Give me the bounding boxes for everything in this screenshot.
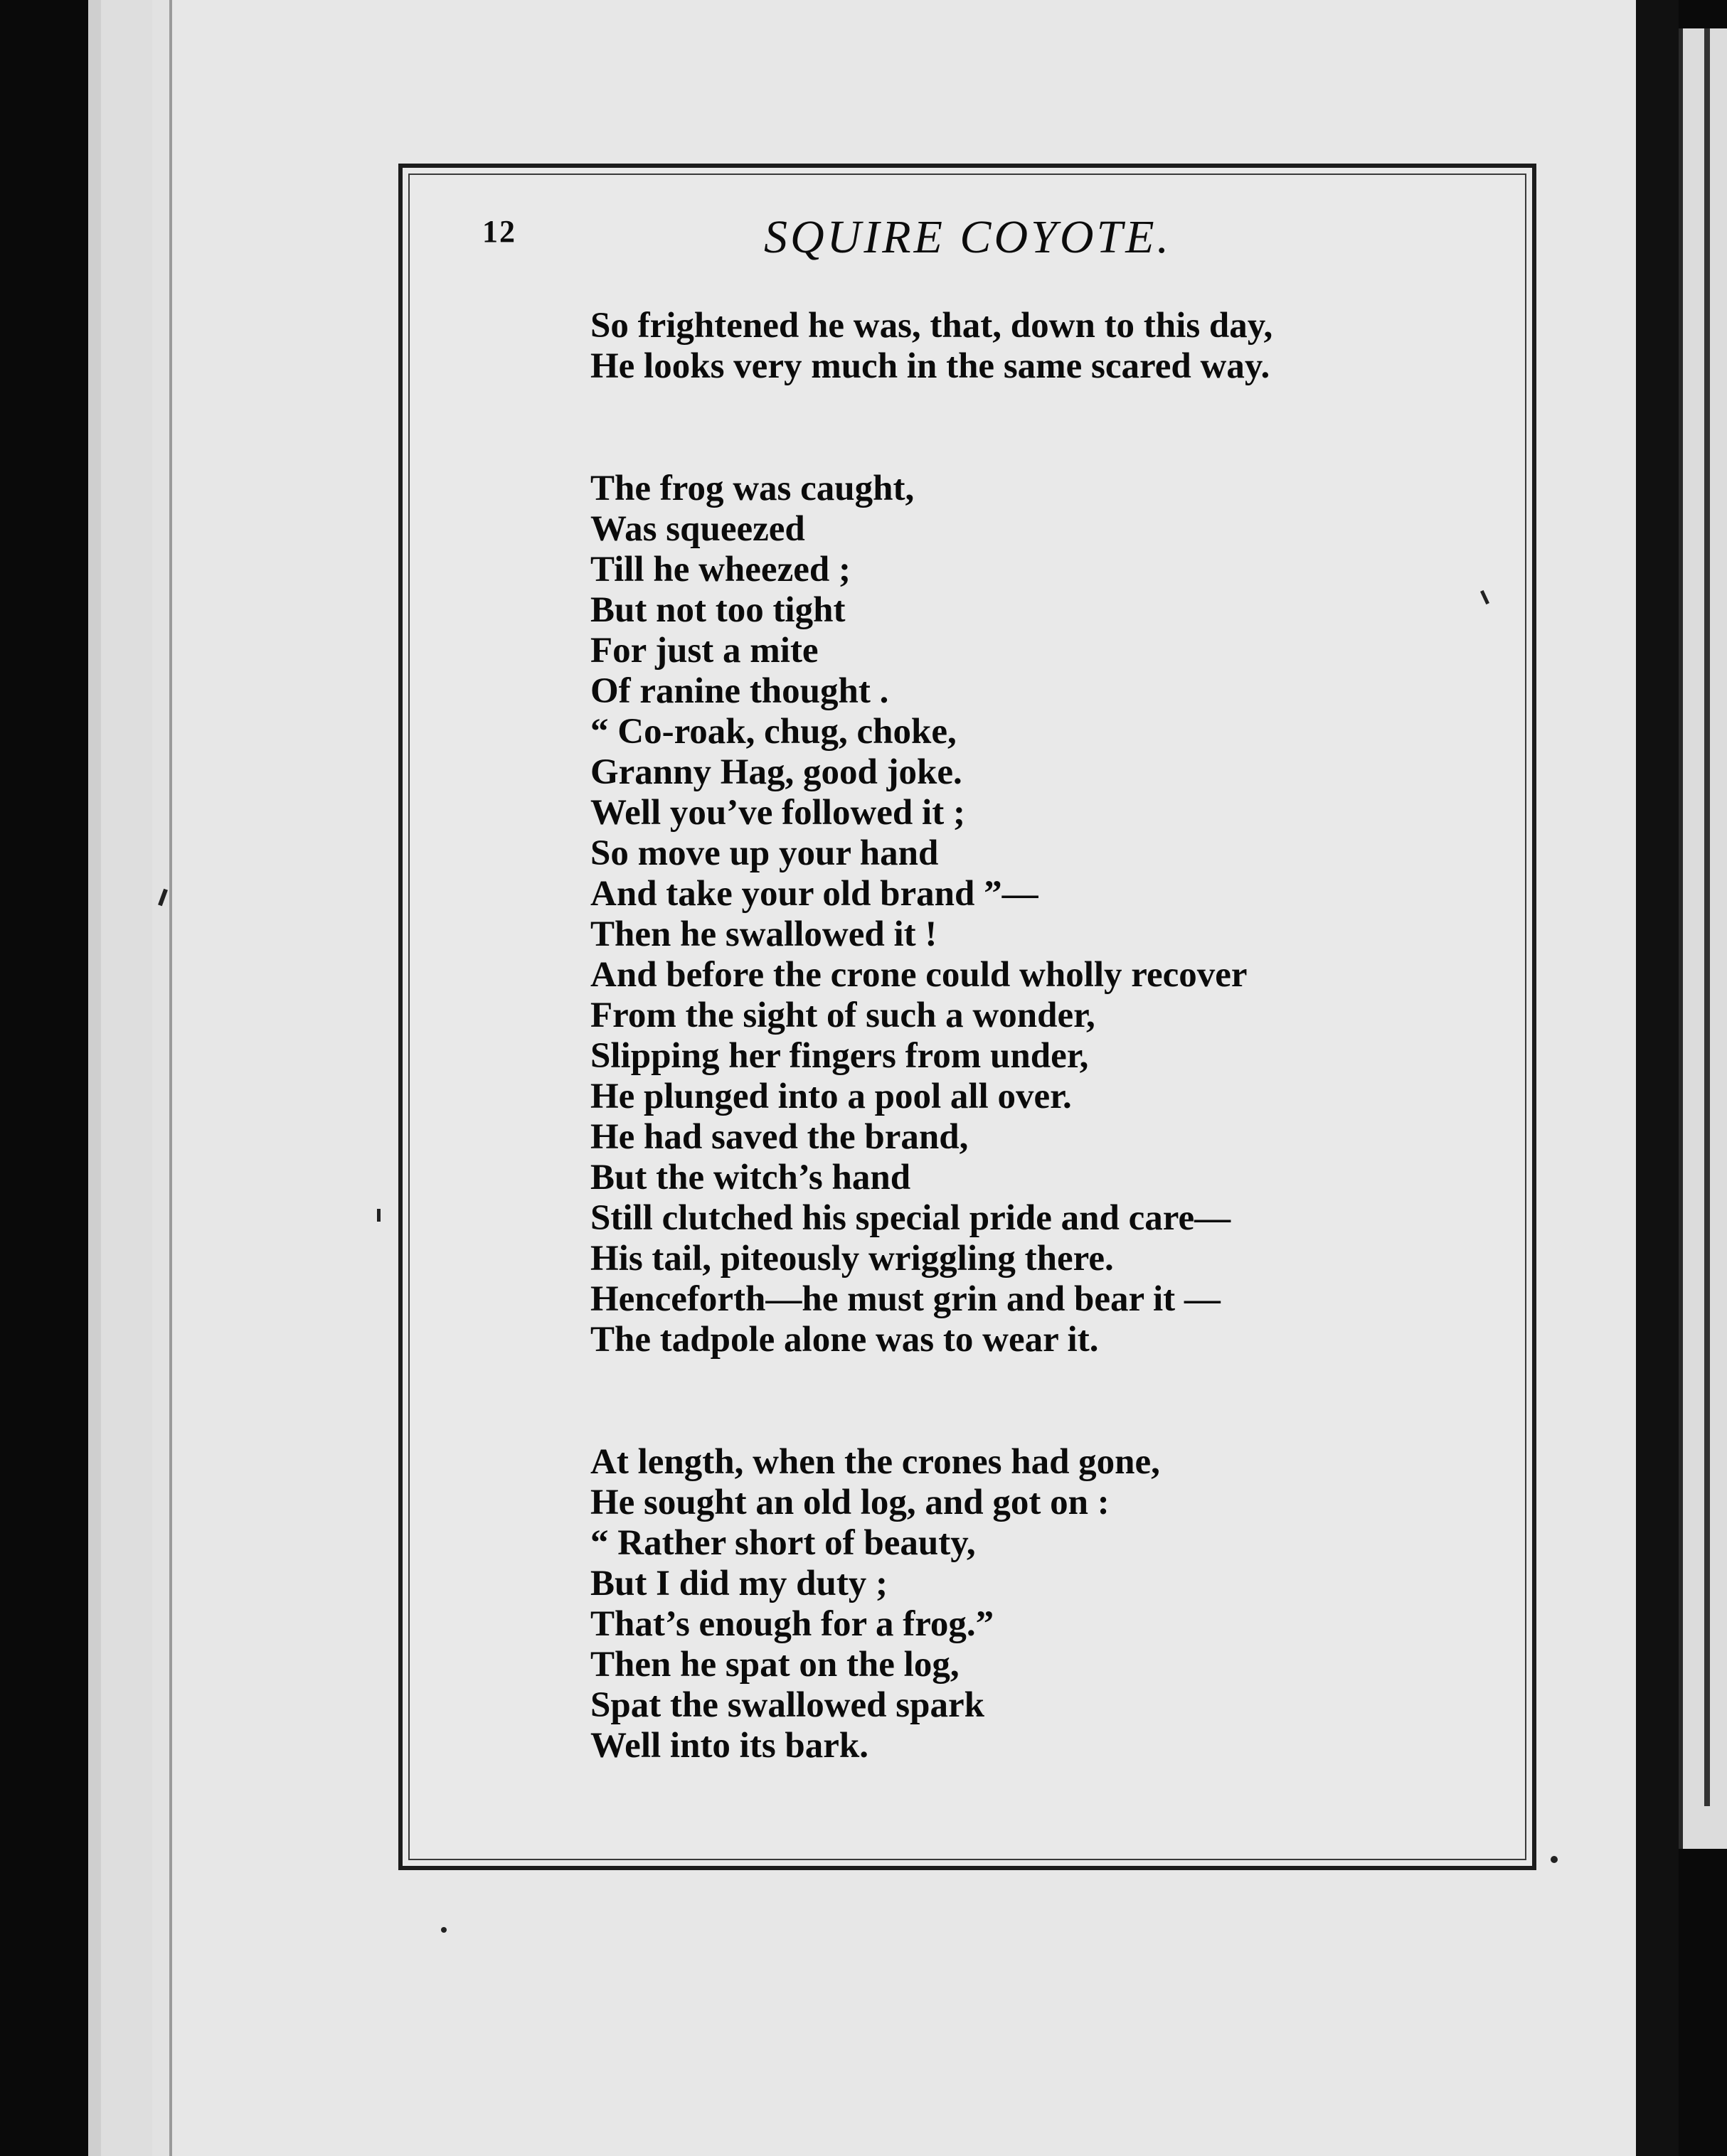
poem-line: And before the crone could wholly recover (590, 955, 1248, 995)
poem-line: Well into its bark. (590, 1726, 869, 1766)
page-gutter (1636, 0, 1679, 2156)
poem-line: He plunged into a pool all over. (590, 1077, 1072, 1116)
poem-line: He sought an old log, and got on : (590, 1483, 1110, 1522)
stanza (590, 306, 1472, 387)
scan-speck (377, 1209, 381, 1222)
poem-line: “ Co-roak, chug, choke, (590, 712, 957, 752)
poem-line: Slipping her fingers from under, (590, 1036, 1089, 1076)
poem-line: Till he wheezed ; (590, 550, 851, 589)
poem-text (590, 306, 1472, 1766)
page-number: 12 (482, 214, 516, 249)
poem-line: “ Rather short of beauty, (590, 1523, 976, 1563)
poem-line: He looks very much in the same scared way. (590, 346, 1270, 386)
poem-line: That’s enough for a frog.” (590, 1604, 994, 1644)
poem-line: But not too tight (590, 590, 846, 630)
poem-line: Granny Hag, good joke. (590, 752, 962, 792)
poem-line: The tadpole alone was to wear it. (590, 1320, 1099, 1360)
poem-line: So frightened he was, that, down to this day, (590, 306, 1273, 346)
poem-line: So move up your hand (590, 833, 939, 873)
poem-line: Of ranine thought . (590, 671, 889, 711)
poem-line: Still clutched his special pride and care— (590, 1198, 1231, 1238)
poem-line: At length, when the crones had gone, (590, 1442, 1160, 1482)
stanza (590, 1442, 1472, 1766)
poem-line: Then he spat on the log, (590, 1645, 960, 1685)
stanza (590, 469, 1472, 1360)
poem-line: From the sight of such a wonder, (590, 996, 1095, 1035)
poem-line: Well you’ve followed it ; (590, 793, 965, 833)
poem-line: For just a mite (590, 631, 819, 671)
poem-line: Spat the swallowed spark (590, 1685, 985, 1725)
poem-line: Henceforth—he must grin and bear it — (590, 1279, 1221, 1319)
poem-line: His tail, piteously wriggling there. (590, 1239, 1114, 1279)
binding-edge (88, 0, 101, 2156)
poem-line: The frog was caught, (590, 469, 915, 508)
adjacent-page-edge (1679, 28, 1727, 1849)
scan-speck (441, 1927, 447, 1933)
poem-line: But I did my duty ; (590, 1564, 888, 1603)
poem-line: But the witch’s hand (590, 1158, 911, 1197)
scan-speck (1551, 1856, 1558, 1863)
poem-line: Then he swallowed it ! (590, 914, 937, 954)
binding-edge (152, 0, 172, 2156)
poem-line: And take your old brand ”— (590, 874, 1038, 914)
poem-line: He had saved the brand, (590, 1117, 969, 1157)
poem-line: Was squeezed (590, 509, 805, 549)
binding-edge (101, 0, 154, 2156)
adjacent-page-rule (1704, 28, 1710, 1806)
running-head: SQUIRE COYOTE. (764, 211, 1172, 263)
